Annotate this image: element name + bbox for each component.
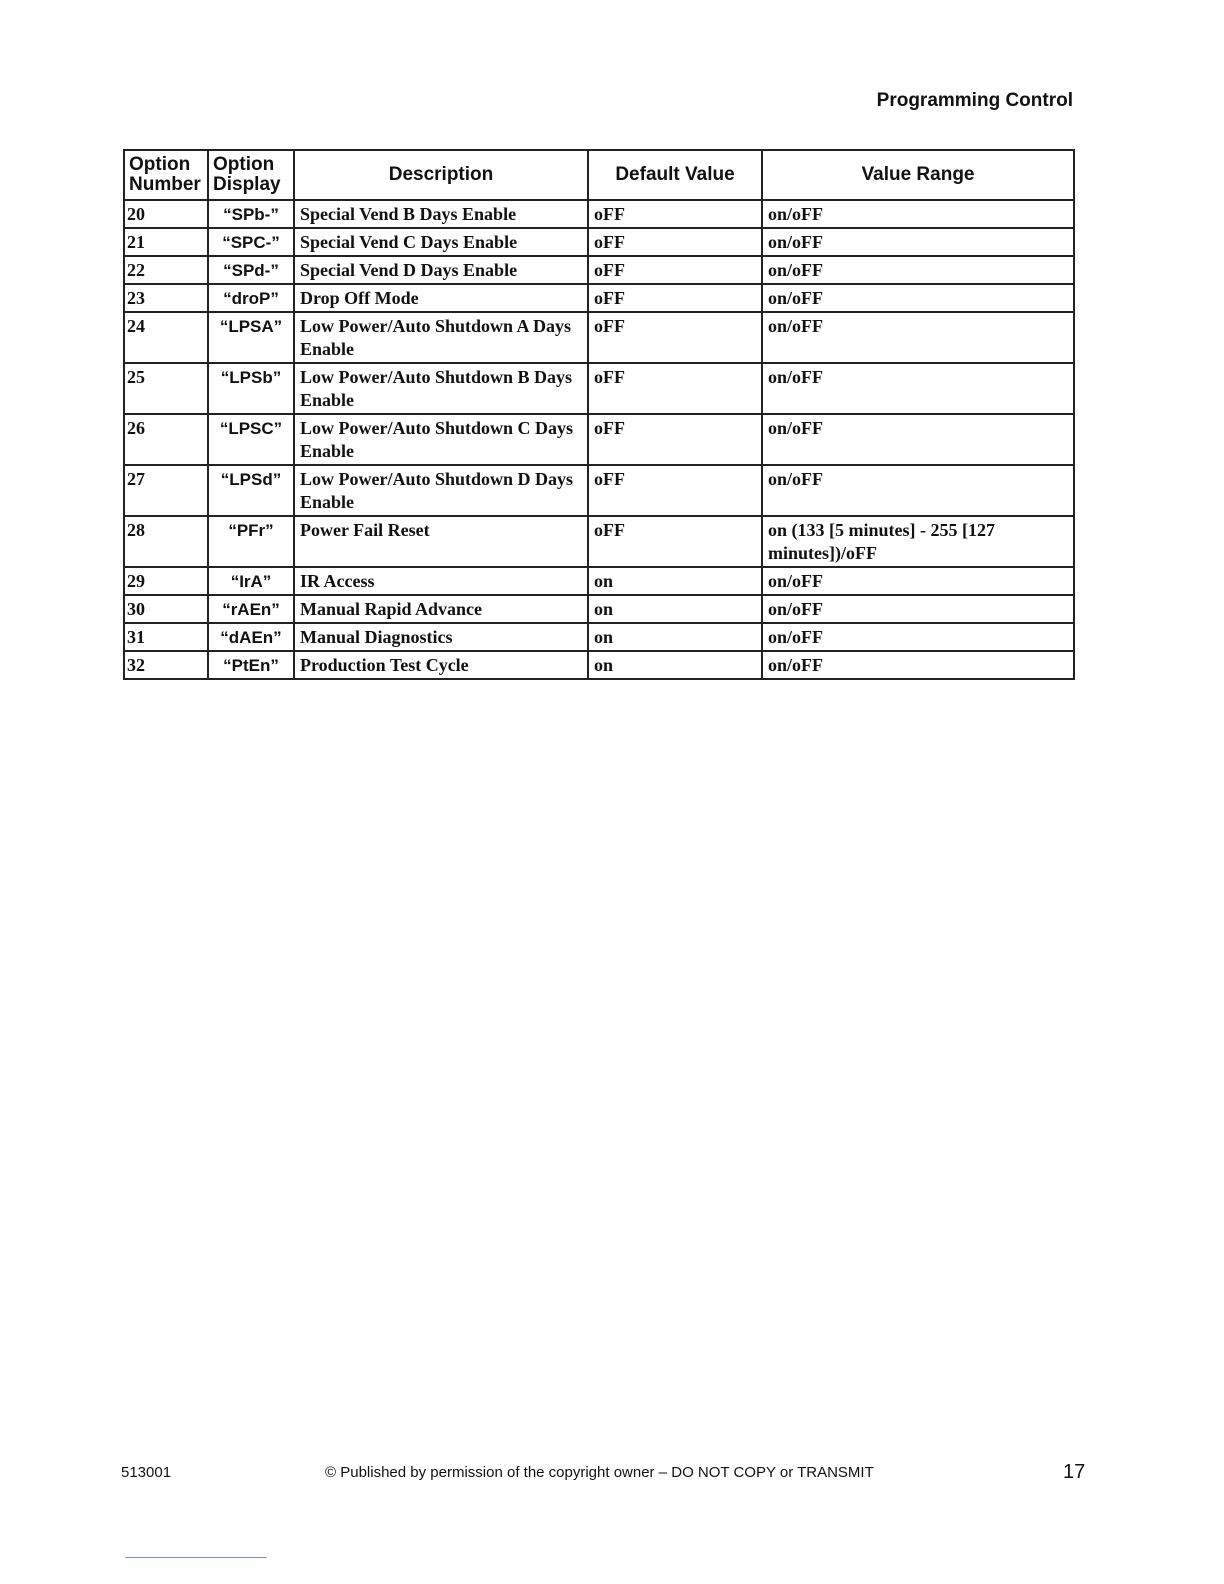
description-cell: Low Power/Auto Shutdown C Days Enable — [294, 414, 588, 465]
table-row — [124, 200, 1074, 228]
description-cell: Low Power/Auto Shutdown D Days Enable — [294, 465, 588, 516]
default-value-cell: oFF — [588, 465, 762, 516]
option-display-cell: “SPC-” — [208, 228, 294, 256]
table-row — [124, 312, 1074, 363]
value-range-cell: on/oFF — [762, 363, 1074, 414]
options-table — [123, 149, 1075, 680]
option-number-cell: 26 — [124, 414, 208, 465]
value-range-cell: on/oFF — [762, 312, 1074, 363]
option-display-cell: “IrA” — [208, 567, 294, 595]
option-number-cell: 25 — [124, 363, 208, 414]
table-header-row — [124, 150, 1074, 200]
option-display-cell: “PFr” — [208, 516, 294, 567]
table-row — [124, 228, 1074, 256]
table-row — [124, 414, 1074, 465]
header-option-number — [124, 150, 208, 200]
option-number-cell: 22 — [124, 256, 208, 284]
default-value-cell: on — [588, 651, 762, 679]
value-range-cell: on/oFF — [762, 256, 1074, 284]
option-number-cell: 27 — [124, 465, 208, 516]
description-cell: Manual Diagnostics — [294, 623, 588, 651]
table-row — [124, 651, 1074, 679]
option-number-cell: 20 — [124, 200, 208, 228]
option-number-cell: 30 — [124, 595, 208, 623]
option-display-cell: “SPd-” — [208, 256, 294, 284]
option-display-cell: “SPb-” — [208, 200, 294, 228]
description-cell: Special Vend B Days Enable — [294, 200, 588, 228]
description-cell: Manual Rapid Advance — [294, 595, 588, 623]
header-option-display-line2: Display — [213, 174, 281, 195]
value-range-cell: on/oFF — [762, 651, 1074, 679]
table-row — [124, 256, 1074, 284]
default-value-cell: oFF — [588, 312, 762, 363]
default-value-cell: on — [588, 567, 762, 595]
default-value-cell: oFF — [588, 363, 762, 414]
option-display-cell: “PtEn” — [208, 651, 294, 679]
option-display-cell: “LPSC” — [208, 414, 294, 465]
default-value-cell: on — [588, 623, 762, 651]
table-row — [124, 363, 1074, 414]
option-display-cell: “rAEn” — [208, 595, 294, 623]
section-title: Programming Control — [876, 90, 1073, 111]
table-row — [124, 516, 1074, 567]
header-option-number-line1: Option — [129, 154, 191, 175]
option-display-cell: “dAEn” — [208, 623, 294, 651]
option-number-cell: 28 — [124, 516, 208, 567]
option-number-cell: 31 — [124, 623, 208, 651]
table-row — [124, 623, 1074, 651]
option-number-cell: 21 — [124, 228, 208, 256]
option-display-cell: “droP” — [208, 284, 294, 312]
table-row — [124, 465, 1074, 516]
default-value-cell: oFF — [588, 284, 762, 312]
document-number: 513001 — [121, 1464, 172, 1481]
table-row — [124, 595, 1074, 623]
description-cell: Low Power/Auto Shutdown B Days Enable — [294, 363, 588, 414]
header-option-display-line1: Option — [213, 154, 275, 175]
copyright-notice: © Published by permission of the copyright owner – DO NOT COPY or TRANSMIT — [325, 1464, 874, 1481]
default-value-cell: oFF — [588, 256, 762, 284]
value-range-cell: on/oFF — [762, 228, 1074, 256]
description-cell: Special Vend D Days Enable — [294, 256, 588, 284]
table-row — [124, 567, 1074, 595]
description-cell: Power Fail Reset — [294, 516, 588, 567]
default-value-cell: oFF — [588, 200, 762, 228]
scan-artifact-line — [125, 1557, 267, 1558]
description-cell: Production Test Cycle — [294, 651, 588, 679]
header-option-display — [208, 150, 294, 200]
value-range-cell: on/oFF — [762, 414, 1074, 465]
description-cell: IR Access — [294, 567, 588, 595]
option-display-cell: “LPSd” — [208, 465, 294, 516]
option-display-cell: “LPSA” — [208, 312, 294, 363]
value-range-cell: on/oFF — [762, 595, 1074, 623]
page-number: 17 — [1063, 1461, 1086, 1483]
value-range-cell: on/oFF — [762, 623, 1074, 651]
default-value-cell: on — [588, 595, 762, 623]
header-description: Description — [294, 150, 588, 200]
value-range-cell: on/oFF — [762, 465, 1074, 516]
description-cell: Low Power/Auto Shutdown A Days Enable — [294, 312, 588, 363]
header-default-value: Default Value — [588, 150, 762, 200]
default-value-cell: oFF — [588, 516, 762, 567]
option-display-cell: “LPSb” — [208, 363, 294, 414]
header-value-range: Value Range — [762, 150, 1074, 200]
default-value-cell: oFF — [588, 228, 762, 256]
option-number-cell: 23 — [124, 284, 208, 312]
value-range-cell: on/oFF — [762, 200, 1074, 228]
option-number-cell: 32 — [124, 651, 208, 679]
description-cell: Drop Off Mode — [294, 284, 588, 312]
table-row — [124, 284, 1074, 312]
value-range-cell: on (133 [5 minutes] - 255 [127 minutes])/oFF — [762, 516, 1074, 567]
value-range-cell: on/oFF — [762, 567, 1074, 595]
option-number-cell: 29 — [124, 567, 208, 595]
header-option-number-line2: Number — [129, 174, 201, 195]
description-cell: Special Vend C Days Enable — [294, 228, 588, 256]
default-value-cell: oFF — [588, 414, 762, 465]
value-range-cell: on/oFF — [762, 284, 1074, 312]
option-number-cell: 24 — [124, 312, 208, 363]
